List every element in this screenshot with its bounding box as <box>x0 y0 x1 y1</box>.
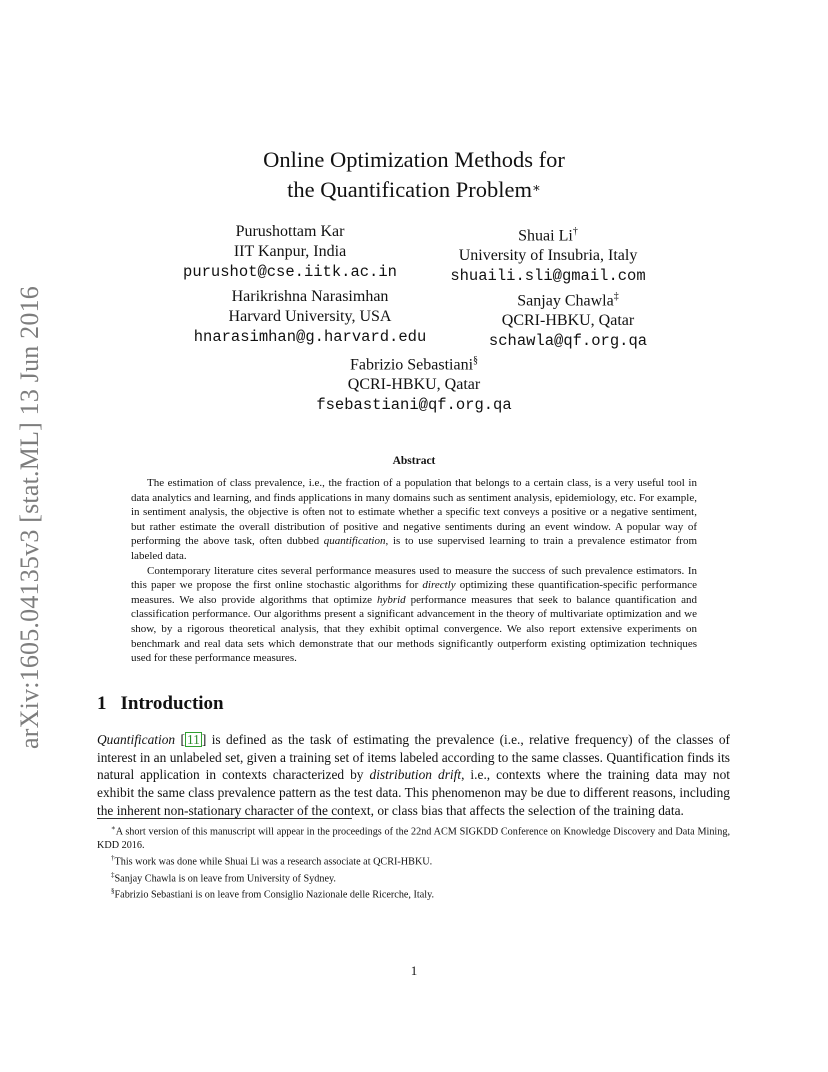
author-block-5 <box>264 351 564 415</box>
footnote-1: ∗A short version of this manuscript will appear in the proceedings of the 22nd ACM SIGKDD Conference on Knowledge Discovery and Data Mining, KDD 2016. <box>97 824 730 851</box>
abstract-paragraph-1: The estimation of class prevalence, i.e., the fraction of a population that belongs to a certain class, is a very useful tool in data analytics and learning, and finds applications in many domains such as sentiment analysis, epidemiology, etc. For example, in sentiment analysis, the objective is often not to estimate whether a specific text conveys a positive or a negative sentiment, but rather estimate the overall distribution of positive and negative sentiments during an event window. A popular way of performing the above task, often dubbed quantification, is to use supervised learning to train a prevalence estimator from labeled data. <box>131 477 697 562</box>
footnotes <box>97 822 730 902</box>
author-email[interactable]: hnarasimhan@g.harvard.edu <box>193 328 427 346</box>
author-affiliation: QCRI-HBKU, Qatar <box>347 376 481 394</box>
author-name: Sanjay Chawla‡ <box>517 291 619 310</box>
author-name: Purushottam Kar <box>235 223 345 240</box>
footnote-divider <box>97 818 352 819</box>
author-name: Shuai Li† <box>518 226 578 245</box>
paper-title-line-2 <box>0 175 828 205</box>
author-affiliation: QCRI-HBKU, Qatar <box>501 312 635 330</box>
citation-link[interactable]: 11 <box>186 732 200 747</box>
author-affiliation: University of Insubria, Italy <box>458 247 638 265</box>
section-number: 1 <box>97 693 107 714</box>
author-affiliation: Harvard University, USA <box>228 308 392 325</box>
author-block-3 <box>160 287 460 347</box>
author-block-2 <box>428 222 668 286</box>
abstract-paragraph-2: Contemporary literature cites several performance measures used to measure the success of such prevalence estimators. In this paper we propose the first online stochastic algorithms for directly optimizing these quantification-specific performance measures. We also provide algorithms that optimize hybrid performance measures that seek to balance quantification and classification performance. Our algorithms present a significant advancement in the theory of multivariate optimization and we show, by a rigorous theoretical analysis, that they exhibit optimal convergence. We also report extensive experiments on benchmark and real data sets which demonstrate that our methods significantly outperform existing optimization techniques used for these performance measures. <box>131 564 697 665</box>
author-email[interactable]: fsebastiani@qf.org.qa <box>316 396 512 415</box>
paper-title-line-1: Online Optimization Methods for <box>263 147 565 172</box>
author-block-1 <box>160 222 420 282</box>
introduction-paragraph: Quantification [ 11 ] is defined as the task of estimating the prevalence (i.e., relative frequency) of the classes of interest in an unlabeled set, given a training set of items labeled according to the same classes. Quantification finds its natural application in contexts characterized by distribution drift, i.e., contexts where the training data may not exhibit the same class prevalence pattern as the test data. This phenomenon may be due to different reasons, including the inherent non-stationary character of the context, or class bias that affects the selection of the training data. <box>97 732 730 818</box>
footnote-4: §Fabrizio Sebastiani is on leave from Consiglio Nazionale delle Ricerche, Italy. <box>111 887 435 901</box>
section-title: Introduction <box>120 693 224 714</box>
abstract-body <box>131 476 697 666</box>
arxiv-identifier: arXiv:1605.04135v3 [stat.ML] 13 Jun 2016 <box>15 286 44 749</box>
author-email[interactable]: schawla@qf.org.qa <box>488 332 648 351</box>
abstract-heading: Abstract <box>392 455 436 467</box>
author-email[interactable]: shuaili.sli@gmail.com <box>450 267 646 286</box>
section-heading-introduction <box>97 693 224 715</box>
title-footnote-mark: ∗ <box>532 180 541 195</box>
footnote-3: ‡Sanjay Chawla is on leave from University of Sydney. <box>111 870 336 885</box>
author-email[interactable]: purushot@cse.iitk.ac.in <box>183 263 397 281</box>
author-affiliation: IIT Kanpur, India <box>233 243 347 260</box>
arxiv-sidebar-stamp <box>15 285 45 750</box>
page-number: 1 <box>410 963 418 978</box>
author-name: Fabrizio Sebastiani§ <box>349 355 479 374</box>
author-block-4 <box>448 287 688 351</box>
paper-title-text: the Quantification Problem <box>287 177 533 202</box>
footnote-2: †This work was done while Shuai Li was a research associate at QCRI-HBKU. <box>111 853 433 868</box>
author-name: Harikrishna Narasimhan <box>231 288 389 305</box>
